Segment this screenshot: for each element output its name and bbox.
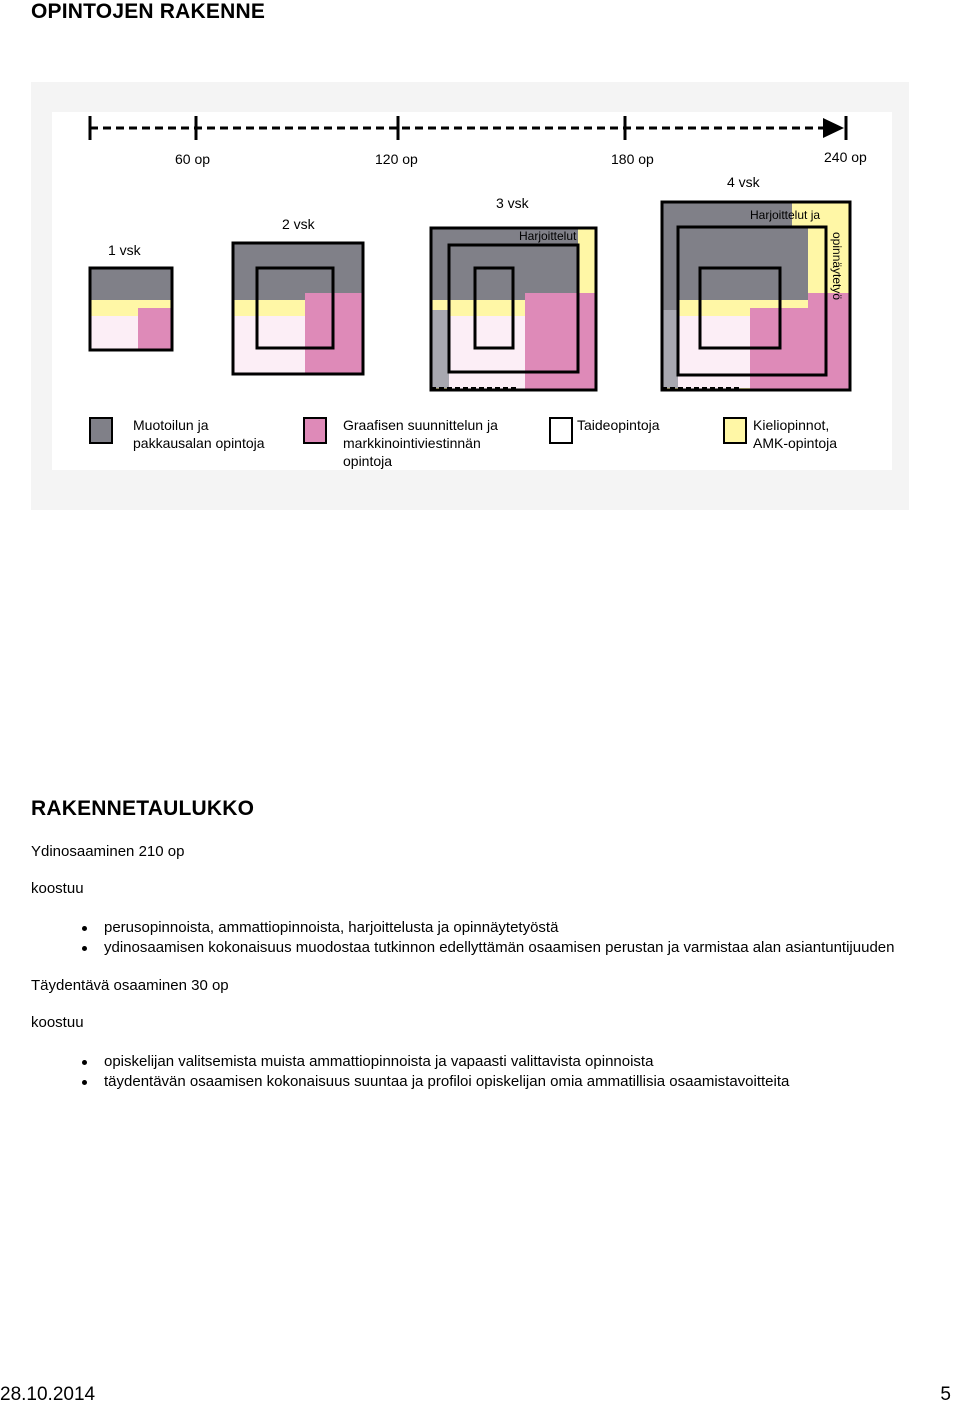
list-item: ydinosaamisen kokonaisuus muodostaa tutkinnon edellyttämän osaamisen perustan ja varmistaa alan asiantuntijuuden xyxy=(31,938,894,958)
list-item: perusopinnoista, ammattiopinnoista, harjoittelusta ja opinnäytetyöstä xyxy=(31,918,894,938)
legend-gray-line-2: pakkausalan opintoja xyxy=(133,435,265,451)
list-item: täydentävän osaamisen kokonaisuus suuntaa ja profiloi opiskelijan omia ammatillisia osaamistavoitteita xyxy=(31,1072,789,1092)
study-structure-diagram xyxy=(31,82,909,510)
year-label-3: 3 vsk xyxy=(496,195,529,211)
year-1-block xyxy=(90,268,172,350)
timeline xyxy=(90,116,846,140)
core-koostuu: koostuu xyxy=(31,880,84,897)
op-label-120: 120 op xyxy=(375,151,418,167)
core-title: Ydinosaaminen 210 op xyxy=(31,843,185,860)
legend-pink-line-1: Graafisen suunnittelun ja xyxy=(343,417,498,433)
legend-white-line-1: Taideopintoja xyxy=(577,417,660,433)
legend-pink-line-3: opintoja xyxy=(343,453,393,469)
page-title: OPINTOJEN RAKENNE xyxy=(31,0,266,23)
legend-swatch-gray xyxy=(90,418,112,443)
footer-date: 28.10.2014 xyxy=(0,1384,96,1405)
year-label-1: 1 vsk xyxy=(108,242,141,258)
year-2-block xyxy=(233,243,363,374)
legend-pink-line-2: markkinointiviestinnän xyxy=(343,435,481,451)
harjoittelut-label: Harjoittelut xyxy=(519,229,577,243)
op-label-180: 180 op xyxy=(611,151,654,167)
legend-swatch-yellow xyxy=(724,418,746,443)
legend xyxy=(90,417,837,469)
harjoittelut-ja-label: Harjoittelut ja xyxy=(750,208,821,222)
op-label-240: 240 op xyxy=(824,149,867,165)
legend-yellow-line-1: Kieliopinnot, xyxy=(753,417,830,433)
timeline-arrow-icon xyxy=(823,118,844,138)
section-heading: RAKENNETAULUKKO xyxy=(31,797,255,820)
year-4-block xyxy=(662,202,850,390)
supplementary-koostuu: koostuu xyxy=(31,1014,84,1031)
year-3-block xyxy=(431,228,596,390)
supplementary-list xyxy=(31,1052,789,1092)
list-item: opiskelijan valitsemista muista ammattiopinnoista ja vapaasti valittavista opinnoista xyxy=(31,1052,789,1072)
legend-gray-line-1: Muotoilun ja xyxy=(133,417,209,433)
op-label-60: 60 op xyxy=(175,151,211,167)
year-label-2: 2 vsk xyxy=(282,216,315,232)
legend-swatch-pink xyxy=(304,418,326,443)
legend-swatch-white xyxy=(550,418,572,443)
supplementary-title: Täydentävä osaaminen 30 op xyxy=(31,977,229,994)
page-number: 5 xyxy=(940,1384,951,1405)
core-list xyxy=(31,918,894,958)
year-label-4: 4 vsk xyxy=(727,174,760,190)
opinnaytetyo-label: opinnäytetyö xyxy=(830,232,844,301)
legend-yellow-line-2: AMK-opintoja xyxy=(753,435,838,451)
